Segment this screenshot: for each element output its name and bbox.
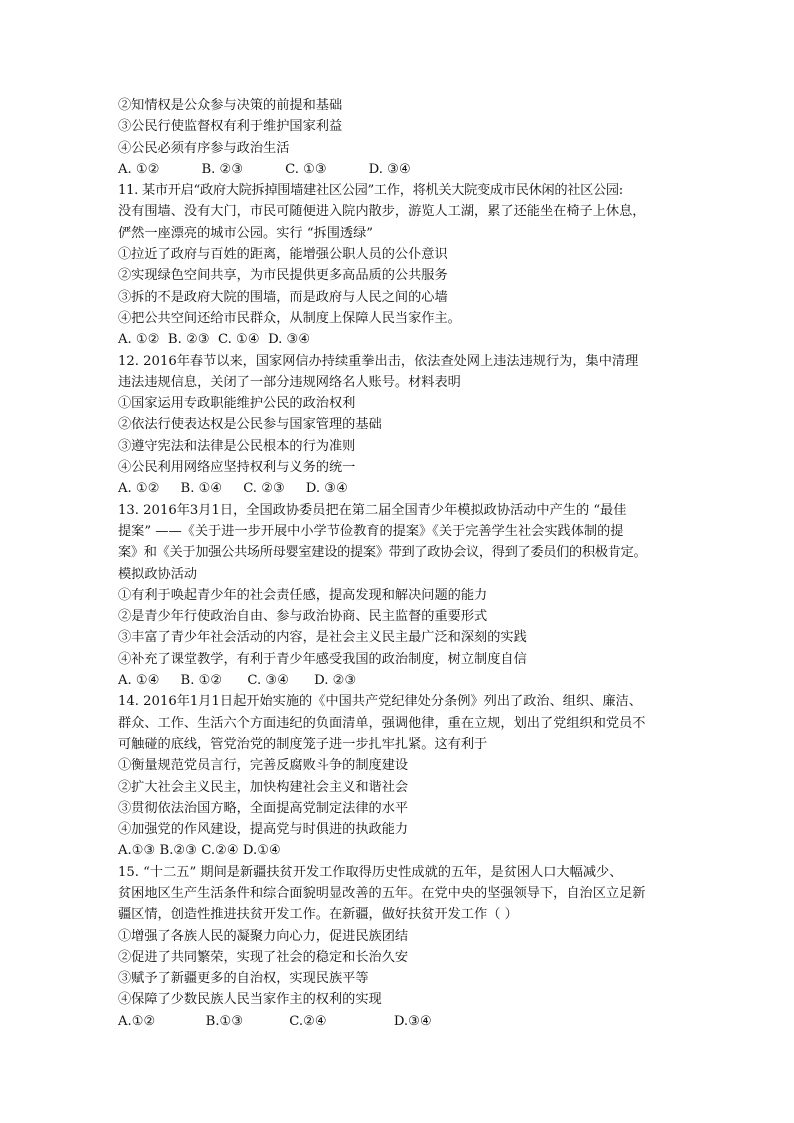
option-item: ①国家运用专政职能维护公民的政治权利 xyxy=(118,396,356,412)
answer-choices: A. ①④ B. ①② C. ③④ D. ②③ xyxy=(118,673,357,689)
option-item: ②扩大社会主义民主，加快构建社会主义和谐社会 xyxy=(118,779,409,795)
option-item: ③贯彻依法治国方略，全面提高党制定法律的水平 xyxy=(118,800,409,816)
answer-choices: A. ①② B. ②③ C. ①④ D. ③④ xyxy=(118,332,311,348)
question-stem-line: 12. 2016年春节以来，国家网信办持续重拳出击，依法查处网上违法违规行为，集中清理 xyxy=(118,353,639,369)
option-item: ④加强党的作风建设，提高党与时俱进的执政能力 xyxy=(118,822,409,838)
option-item: ①衡量规范党员言行，完善反腐败斗争的制度建设 xyxy=(118,758,409,774)
option-item: ④公民必须有序参与政治生活 xyxy=(118,140,290,156)
question-stem-line: 案》和《关于加强公共场所母婴室建设的提案》带到了政协会议，得到了委员们的积极肯定。 xyxy=(118,545,647,561)
question-11 xyxy=(118,180,688,350)
question-10-tail xyxy=(118,95,688,180)
answer-choices: A. ①② B. ②③ C. ①③ D. ③④ xyxy=(118,161,411,177)
option-item: ③公民行使监督权有利于维护国家利益 xyxy=(118,119,343,135)
question-stem-line: 模拟政协活动 xyxy=(118,566,198,582)
question-stem-line: 提案” ——《关于进一步开展中小学节俭教育的提案》《关于完善学生社会实践体制的提 xyxy=(118,523,624,539)
answer-choices: A.①③ B.②③ C.②④ D.①④ xyxy=(118,843,281,859)
option-item: ①拉近了政府与百姓的距离，能增强公职人员的公仆意识 xyxy=(118,247,448,263)
option-item: ④保障了少数民族人民当家作主的权利的实现 xyxy=(118,992,382,1008)
option-item: ③丰富了青少年社会活动的内容，是社会主义民主最广泛和深刻的实践 xyxy=(118,630,527,646)
option-item: ①有利于唤起青少年的社会责任感，提高发现和解决问题的能力 xyxy=(118,587,488,603)
question-stem-line: 贫困地区生产生活条件和综合面貌明显改善的五年。在党中央的坚强领导下，自治区立足新 xyxy=(118,885,646,901)
option-item: ④公民利用网络应坚持权利与义务的统一 xyxy=(118,460,356,476)
question-stem-line: 13. 2016年3月1日，全国政协委员把在第二届全国青少年模拟政协活动中产生的 “最佳 xyxy=(118,502,627,518)
option-item: ③拆的不是政府大院的围墙，而是政府与人民之间的心墙 xyxy=(118,289,448,305)
question-stem-line: 群众、工作、生活六个方面违纪的负面清单，强调他律，重在立规，划出了党组织和党员不 xyxy=(118,715,646,731)
question-stem-line: 15. “十二五” 期间是新疆扶贫开发工作取得历史性成就的五年，是贫困人口大幅减少、 xyxy=(118,864,623,880)
question-14 xyxy=(118,691,688,861)
option-item: ③赋予了新疆更多的自治权，实现民族平等 xyxy=(118,971,369,987)
answer-choices: A. ①② B. ①④ C. ②③ D. ③④ xyxy=(118,481,348,497)
option-item: ④把公共空间还给市民群众，从制度上保障人民当家作主。 xyxy=(118,310,461,326)
question-stem-line: 11. 某市开启“政府大院拆掉围墙建社区公园”工作，将机关大院变成市民休闲的社区公园: xyxy=(118,183,623,199)
option-item: ②知情权是公众参与决策的前提和基础 xyxy=(118,98,343,113)
option-item: ②是青少年行使政治自由、参与政治协商、民主监督的重要形式 xyxy=(118,609,488,625)
option-item: ②促进了共同繁荣，实现了社会的稳定和长治久安 xyxy=(118,949,409,965)
option-item: ②实现绿色空间共享，为市民提供更多高品质的公共服务 xyxy=(118,268,448,284)
option-item: ④补充了课堂教学，有利于青少年感受我国的政治制度，树立制度自信 xyxy=(118,651,527,667)
option-item: ③遵守宪法和法律是公民根本的行为准则 xyxy=(118,438,356,454)
answer-choices: A.①② B.①③ C.②④ D.③④ xyxy=(118,1013,432,1029)
question-stem-line: 违法违规信息，关闭了一部分违规网络名人账号。材料表明 xyxy=(118,374,461,390)
question-stem-line: 没有围墙、没有大门，市民可随便进入院内散步，游览人工湖，累了还能坐在椅子上休息， xyxy=(118,204,646,220)
question-stem-line: 疆区情，创造性推进扶贫开发工作。在新疆，做好扶贫开发工作（ ） xyxy=(118,907,518,923)
question-stem-line: 俨然一座漂亮的城市公园。实行 “拆围透绿” xyxy=(118,225,374,241)
question-15 xyxy=(118,862,688,1032)
option-item: ②依法行使表达权是公民参与国家管理的基础 xyxy=(118,417,382,433)
exam-page xyxy=(118,95,688,1032)
option-item: ①增强了各族人民的凝聚力向心力，促进民族团结 xyxy=(118,928,409,944)
question-stem-line: 可触碰的底线，管党治党的制度笼子进一步扎牢扎紧。这有利于 xyxy=(118,736,488,752)
question-12 xyxy=(118,351,688,500)
question-13 xyxy=(118,500,688,692)
question-stem-line: 14. 2016年1月1日起开始实施的《中国共产党纪律处分条例》列出了政治、组织、廉洁、 xyxy=(118,694,642,710)
